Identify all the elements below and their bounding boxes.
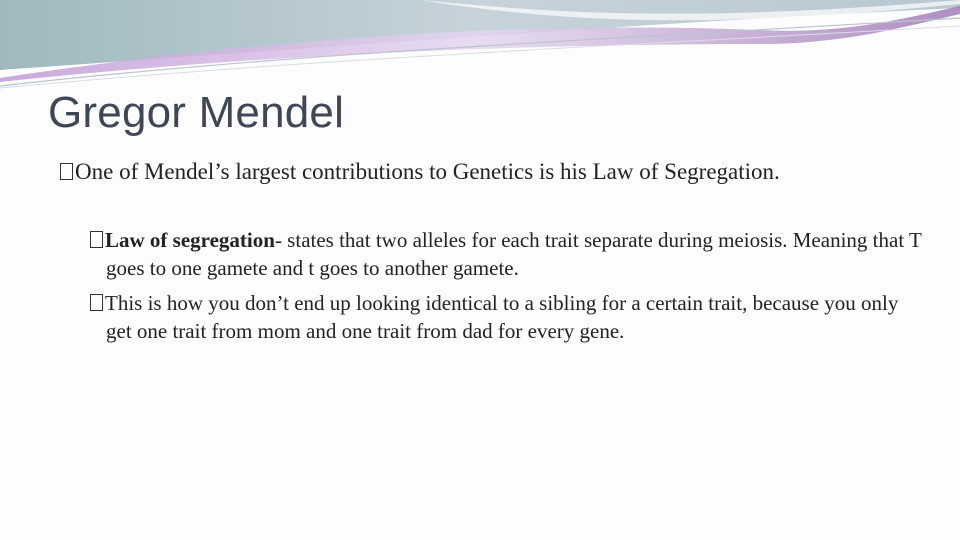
bullet-box-icon [90,231,103,248]
bullet-main-text: One of Mendel’s largest contributions to Genetics is his Law of Segregation. [75,159,780,184]
sub-bullet-sibling-text: This is how you don’t end up looking identical to a sibling for a certain trait, because you only get one trait from mom and one trait from dad for every gene. [105,291,899,343]
term-law-of-segregation: Law of segregation [105,228,275,252]
bullet-box-icon [90,294,103,311]
sub-bullet-law-text: - states that two alleles for each trait separate during meiosis. Meaning that T goes to one gamete and t goes to another gamete. [106,228,922,280]
sub-bullet-sibling [90,289,926,345]
header-banner-decoration [0,0,960,90]
bullet-box-icon [60,163,73,180]
bullet-main [60,157,836,187]
sub-bullet-law [90,226,926,282]
slide-title: Gregor Mendel [48,88,345,137]
